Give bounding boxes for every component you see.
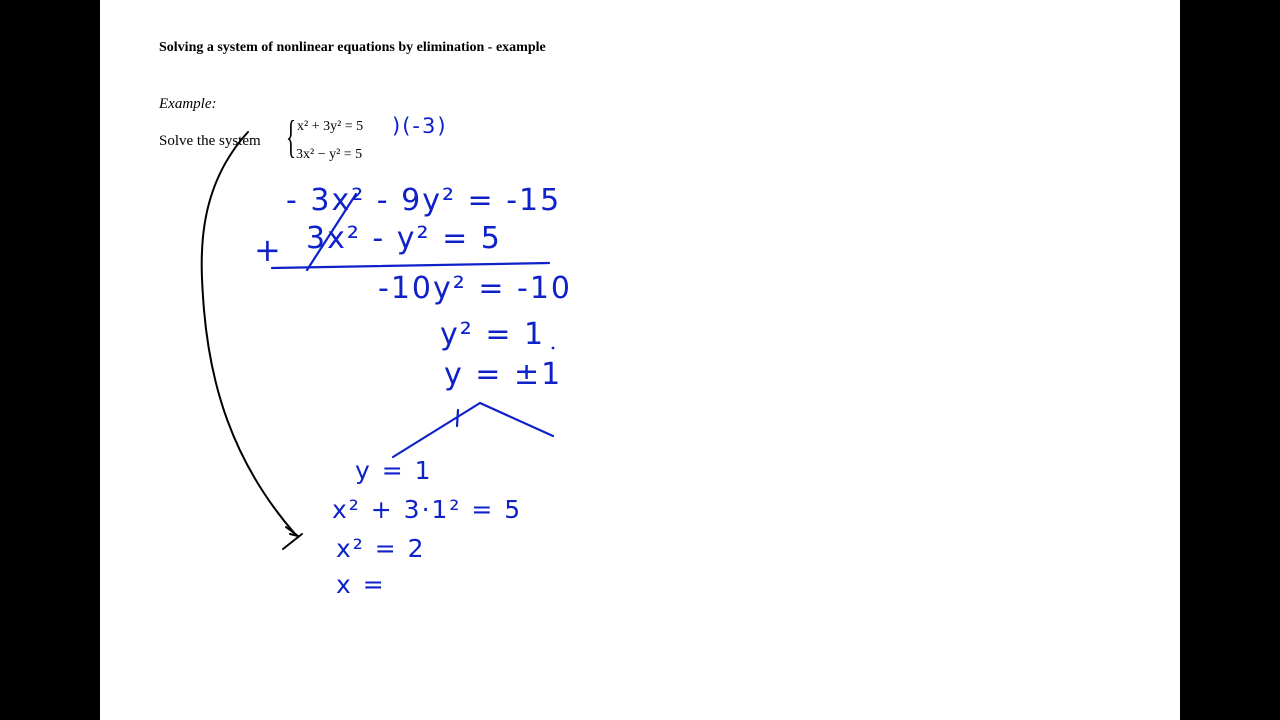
branch-right <box>480 403 553 436</box>
system-equation-2: 3x² − y² = 5 <box>296 147 363 162</box>
handwriting-strokes <box>100 0 1180 720</box>
handwritten-row-1: - 3x² - 9y² = -15 <box>286 183 562 218</box>
handwritten-row-8: x² = 2 <box>336 534 426 563</box>
document-title: Solving a system of nonlinear equations by elimination - example <box>159 40 546 55</box>
arrow-tail-mark <box>283 534 302 549</box>
handwritten-row-7: x² + 3·1² = 5 <box>332 495 523 524</box>
cancel-strike <box>307 194 356 270</box>
document-page <box>100 0 1180 720</box>
arrowhead <box>286 527 298 536</box>
branch-left <box>393 403 480 457</box>
example-label: Example: <box>159 96 217 112</box>
stray-dot <box>552 347 555 350</box>
handwritten-row-3: -10y² = -10 <box>378 271 572 306</box>
handwritten-row-6: y = 1 <box>355 456 433 485</box>
sum-line <box>272 263 549 268</box>
system-equation-1: x² + 3y² = 5 <box>297 119 364 134</box>
handwritten-row-9: x = <box>336 570 386 599</box>
problem-prompt: Solve the system <box>159 133 261 149</box>
handwritten-plus-sign: + <box>254 231 283 269</box>
curved-arrow <box>202 132 296 535</box>
handwritten-multiplier: )(-3) <box>392 114 448 138</box>
system-brace: { <box>286 111 296 162</box>
handwritten-row-5: y = ±1 <box>444 357 563 392</box>
handwritten-row-2: 3x² - y² = 5 <box>306 221 502 256</box>
handwritten-row-4: y² = 1 <box>440 317 546 352</box>
branch-stem <box>457 410 458 426</box>
